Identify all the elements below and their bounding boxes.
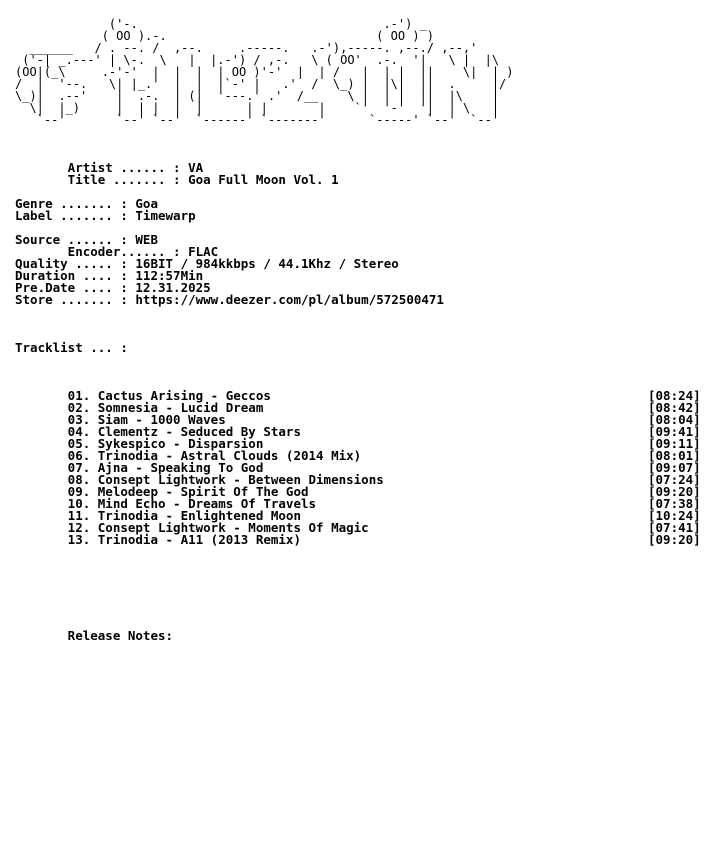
- artist-line: Artist ...... : VA: [15, 160, 204, 175]
- track-duration: [08:42]: [648, 400, 701, 415]
- track-duration: [07:38]: [648, 496, 701, 511]
- logo-line: `--' `--' `--' `------' `-------' `-----' `--' `--': [15, 113, 500, 127]
- quality-line: Quality ..... : 16BIT / 984kkbps / 44.1Khz / Stereo: [15, 256, 399, 271]
- track-duration: [08:24]: [648, 388, 701, 403]
- ascii-art-logo: [15, 18, 514, 126]
- genre-line: Genre ....... : Goa: [15, 196, 158, 211]
- track-duration: [09:20]: [648, 484, 701, 499]
- track-duration: [09:07]: [648, 460, 701, 475]
- logo-line: \| |_) | | | | | | | | `' '-' '| | \ |: [15, 101, 500, 115]
- track-title: 02. Somnesia - Lucid Dream: [15, 400, 264, 415]
- logo-line: \_)| .--' | .-. | (| '---.' .' /__ \ | | | || |\ |: [15, 89, 500, 103]
- track-title: 01. Cactus Arising - Geccos: [15, 388, 271, 403]
- encoder-line: Encoder...... : FLAC: [15, 244, 219, 259]
- track-title: 08. Consept Lightwork - Between Dimensions: [15, 472, 384, 487]
- track-duration: [09:20]: [648, 532, 701, 547]
- duration-line: Duration .... : 112:57Min: [15, 268, 204, 283]
- release-notes-heading: Release Notes:: [15, 628, 174, 643]
- track-row: [15, 532, 701, 547]
- logo-line: / | '--. \| |_.' | | |`-' | .' / \_) | |\| || . |/: [15, 77, 507, 91]
- track-duration: [07:24]: [648, 472, 701, 487]
- track-title: 06. Trinodia - Astral Clouds (2014 Mix): [15, 448, 362, 463]
- track-duration: [09:11]: [648, 436, 701, 451]
- logo-line: (OO|(_\ .-'-' | | | | OO )'-' | | / | | | || \| | ): [15, 65, 514, 79]
- track-title: 09. Melodeep - Spirit Of The God: [15, 484, 309, 499]
- track-title: 07. Ajna - Speaking To God: [15, 460, 264, 475]
- track-title: 13. Trinodia - A11 (2013 Remix): [15, 532, 301, 547]
- track-title: 12. Consept Lightwork - Moments Of Magic: [15, 520, 369, 535]
- logo-line: ( OO ).-. ( OO ) ): [15, 29, 435, 43]
- track-title: 03. Siam - 1000 Waves: [15, 412, 226, 427]
- track-title: 05. Sykespico - Disparsion: [15, 436, 264, 451]
- logo-line: ('-. .-') _: [15, 17, 427, 31]
- tracklist-heading: Tracklist ... :: [15, 340, 128, 355]
- track-duration: [10:24]: [648, 508, 701, 523]
- track-duration: [08:01]: [648, 448, 701, 463]
- track-duration: [08:04]: [648, 412, 701, 427]
- nfo-document: [15, 17, 701, 643]
- track-duration: [09:41]: [648, 424, 701, 439]
- logo-line: ______ / . --. / ,--. .-----. .-'),-----. ,--./ ,--,': [15, 41, 478, 55]
- logo-line: ('-| _.---' | \-. \ | |.-') / ,-. \ ( OO' .-. '| \ | |\: [15, 53, 500, 67]
- track-title: 10. Mind Echo - Dreams Of Travels: [15, 496, 317, 511]
- track-title: 11. Trinodia - Enlightened Moon: [15, 508, 301, 523]
- track-title: 04. Clementz - Seduced By Stars: [15, 424, 301, 439]
- label-line: Label ....... : Timewarp: [15, 208, 196, 223]
- tracklist: [15, 388, 701, 547]
- source-line: Source ...... : WEB: [15, 232, 158, 247]
- store-line: Store ....... : https://www.deezer.com/pl/album/572500471: [15, 292, 444, 307]
- track-duration: [07:41]: [648, 520, 701, 535]
- title-line: Title ....... : Goa Full Moon Vol. 1: [15, 172, 339, 187]
- predate-line: Pre.Date .... : 12.31.2025: [15, 280, 211, 295]
